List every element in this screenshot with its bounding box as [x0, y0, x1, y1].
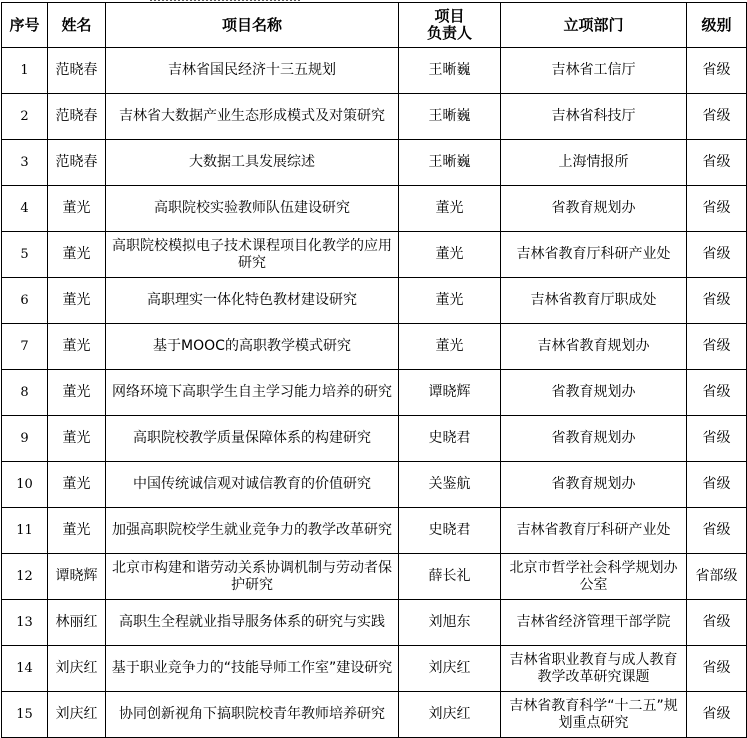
cell-row-index: 7 — [2, 324, 48, 370]
table-row — [2, 416, 747, 462]
cell-project-leader: 史晓君 — [399, 416, 501, 462]
cell-project-title: 高职院校教学质量保障体系的构建研究 — [106, 416, 399, 462]
cell-project-leader: 董光 — [399, 324, 501, 370]
cell-row-index: 6 — [2, 278, 48, 324]
cell-project-title: 大数据工具发展综述 — [106, 140, 399, 186]
cell-project-leader: 董光 — [399, 232, 501, 278]
cell-project-leader: 谭晓辉 — [399, 370, 501, 416]
cell-department: 北京市哲学社会科学规划办公室 — [501, 554, 687, 600]
table-row — [2, 186, 747, 232]
cell-project-leader: 董光 — [399, 278, 501, 324]
cell-project-leader: 史晓君 — [399, 508, 501, 554]
cell-project-title: 网络环境下高职学生自主学习能力培养的研究 — [106, 370, 399, 416]
cell-department: 省教育规划办 — [501, 370, 687, 416]
cell-project-title: 协同创新视角下搞职院校青年教师培养研究 — [106, 692, 399, 738]
cell-project-leader: 王晰巍 — [399, 48, 501, 94]
cell-project-title: 吉林省国民经济十三五规划 — [106, 48, 399, 94]
table-header — [2, 3, 747, 48]
cell-person-name: 董光 — [48, 462, 106, 508]
cell-project-title: 北京市构建和谐劳动关系协调机制与劳动者保护研究 — [106, 554, 399, 600]
cell-row-index: 14 — [2, 646, 48, 692]
cell-level: 省级 — [687, 600, 747, 646]
cell-project-leader: 关鉴航 — [399, 462, 501, 508]
cell-level: 省级 — [687, 48, 747, 94]
cell-row-index: 4 — [2, 186, 48, 232]
cell-level: 省级 — [687, 186, 747, 232]
table-row — [2, 94, 747, 140]
cell-department: 吉林省经济管理干部学院 — [501, 600, 687, 646]
cell-project-title: 高职院校实验教师队伍建设研究 — [106, 186, 399, 232]
cell-person-name: 刘庆红 — [48, 646, 106, 692]
cell-row-index: 2 — [2, 94, 48, 140]
cell-row-index: 3 — [2, 140, 48, 186]
cell-project-title: 吉林省大数据产业生态形成模式及对策研究 — [106, 94, 399, 140]
cell-person-name: 董光 — [48, 508, 106, 554]
cell-level: 省级 — [687, 646, 747, 692]
header-row — [2, 3, 747, 48]
cell-project-title: 加强高职院校学生就业竞争力的教学改革研究 — [106, 508, 399, 554]
cell-person-name: 刘庆红 — [48, 692, 106, 738]
cell-project-title: 基于职业竞争力的“技能导师工作室”建设研究 — [106, 646, 399, 692]
cell-project-leader: 刘庆红 — [399, 646, 501, 692]
project-table — [1, 2, 747, 738]
cell-person-name: 范晓春 — [48, 94, 106, 140]
header-department: 立项部门 — [501, 3, 687, 48]
table-row — [2, 48, 747, 94]
cell-level: 省级 — [687, 692, 747, 738]
cell-person-name: 董光 — [48, 370, 106, 416]
cell-level: 省级 — [687, 462, 747, 508]
cell-department: 吉林省职业教育与成人教育教学改革研究课题 — [501, 646, 687, 692]
cell-project-title: 高职理实一体化特色教材建设研究 — [106, 278, 399, 324]
header-project-title: 项目名称 — [106, 3, 399, 48]
cell-level: 省级 — [687, 278, 747, 324]
table-row — [2, 232, 747, 278]
table-row — [2, 646, 747, 692]
table-row — [2, 140, 747, 186]
table-body — [2, 48, 747, 738]
cell-project-leader: 薛长礼 — [399, 554, 501, 600]
cell-project-title: 高职院校模拟电子技术课程项目化教学的应用研究 — [106, 232, 399, 278]
cell-project-leader: 王晰巍 — [399, 140, 501, 186]
cell-level: 省级 — [687, 232, 747, 278]
cell-department: 吉林省科技厅 — [501, 94, 687, 140]
cell-department: 省教育规划办 — [501, 416, 687, 462]
cell-person-name: 林丽红 — [48, 600, 106, 646]
cell-project-leader: 董光 — [399, 186, 501, 232]
table-row — [2, 554, 747, 600]
cell-project-title: 基于MOOC的高职教学模式研究 — [106, 324, 399, 370]
cell-level: 省级 — [687, 94, 747, 140]
cell-person-name: 董光 — [48, 232, 106, 278]
cell-project-leader: 王晰巍 — [399, 94, 501, 140]
cell-project-title: 中国传统诚信观对诚信教育的价值研究 — [106, 462, 399, 508]
cell-department: 吉林省教育厅科研产业处 — [501, 232, 687, 278]
cell-level: 省级 — [687, 416, 747, 462]
table-row — [2, 692, 747, 738]
table-row — [2, 600, 747, 646]
cell-department: 上海情报所 — [501, 140, 687, 186]
cell-department: 吉林省教育厅科研产业处 — [501, 508, 687, 554]
header-project-leader: 项目 负责人 — [399, 3, 501, 48]
cell-row-index: 10 — [2, 462, 48, 508]
header-level: 级别 — [687, 3, 747, 48]
table-row — [2, 278, 747, 324]
cell-person-name: 范晓春 — [48, 140, 106, 186]
cell-row-index: 11 — [2, 508, 48, 554]
cell-person-name: 谭晓辉 — [48, 554, 106, 600]
cell-level: 省级 — [687, 140, 747, 186]
cell-row-index: 1 — [2, 48, 48, 94]
cell-row-index: 15 — [2, 692, 48, 738]
cell-row-index: 5 — [2, 232, 48, 278]
cell-department: 吉林省教育厅职成处 — [501, 278, 687, 324]
table-row — [2, 324, 747, 370]
cell-person-name: 范晓春 — [48, 48, 106, 94]
cell-level: 省部级 — [687, 554, 747, 600]
cell-project-title: 高职生全程就业指导服务体系的研究与实践 — [106, 600, 399, 646]
table-row — [2, 462, 747, 508]
cell-row-index: 8 — [2, 370, 48, 416]
cell-department: 省教育规划办 — [501, 186, 687, 232]
cell-level: 省级 — [687, 370, 747, 416]
header-name: 姓名 — [48, 3, 106, 48]
cell-person-name: 董光 — [48, 324, 106, 370]
cell-department: 吉林省教育科学“十二五”规划重点研究 — [501, 692, 687, 738]
table-row — [2, 370, 747, 416]
cell-person-name: 董光 — [48, 278, 106, 324]
cell-row-index: 12 — [2, 554, 48, 600]
cell-row-index: 9 — [2, 416, 48, 462]
cell-row-index: 13 — [2, 600, 48, 646]
cell-project-leader: 刘旭东 — [399, 600, 501, 646]
cell-level: 省级 — [687, 324, 747, 370]
cell-person-name: 董光 — [48, 416, 106, 462]
cell-project-leader: 刘庆红 — [399, 692, 501, 738]
cell-department: 省教育规划办 — [501, 462, 687, 508]
cell-level: 省级 — [687, 508, 747, 554]
cell-person-name: 董光 — [48, 186, 106, 232]
table-row — [2, 508, 747, 554]
cell-department: 吉林省教育规划办 — [501, 324, 687, 370]
header-index: 序号 — [2, 3, 48, 48]
cell-department: 吉林省工信厅 — [501, 48, 687, 94]
